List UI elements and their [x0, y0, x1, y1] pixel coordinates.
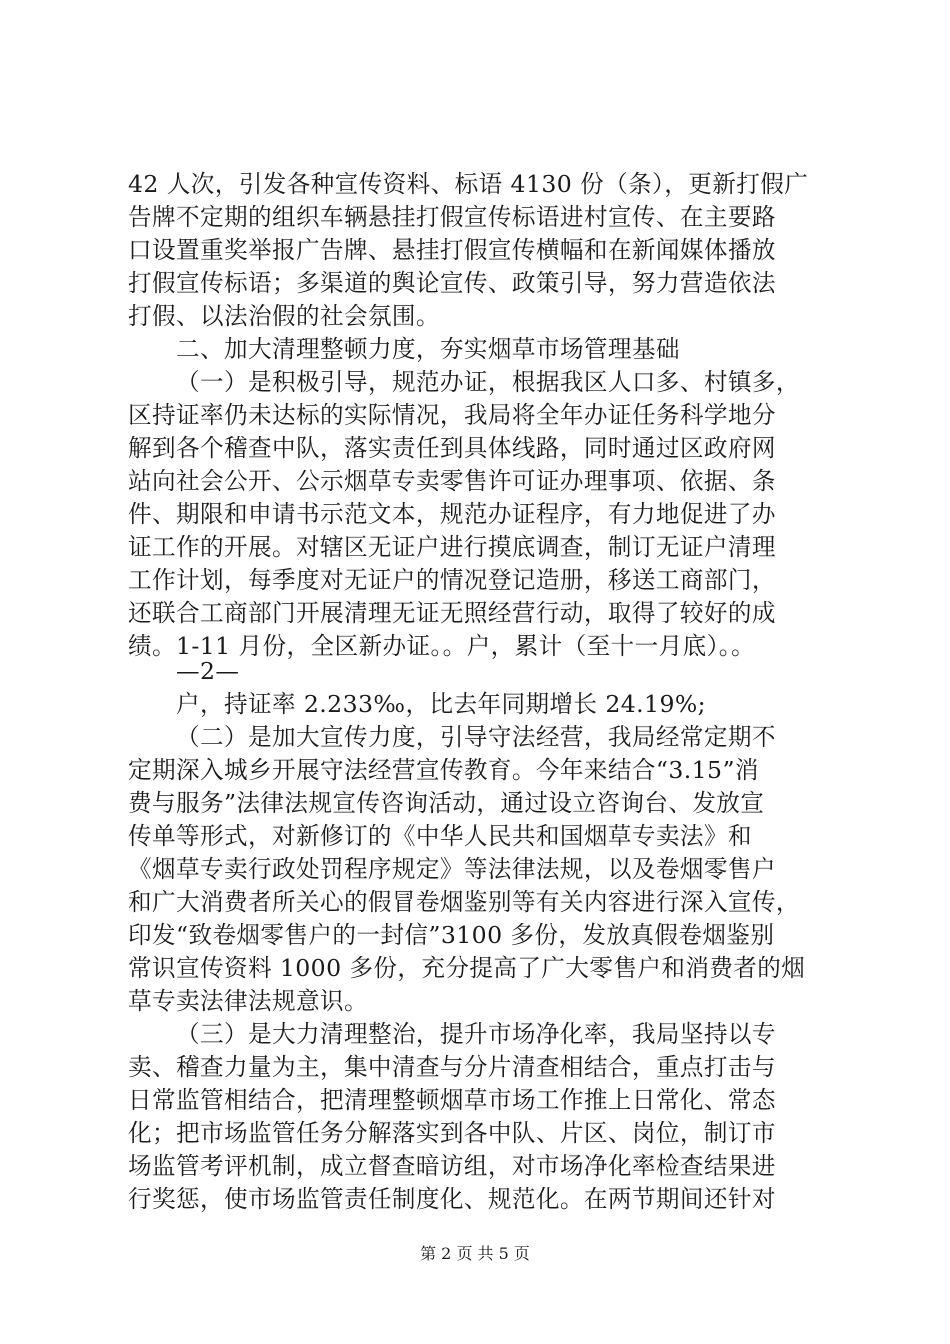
text-line: 草专卖法律法规意识。	[128, 987, 368, 1015]
text-line: 户，持证率 2.233‰，比去年同期增长 24.19%;	[176, 690, 707, 718]
text-line: 42 人次，引发各种宣传资料、标语 4130 份（条），更新打假广	[128, 170, 809, 198]
text-line: 解到各个稽查中队，落实责任到具体线路，同时通过区政府网	[128, 434, 776, 462]
text-line: 场监管考评机制，成立督查暗访组，对市场净化率检查结果进	[128, 1152, 776, 1180]
text-line: （一）是积极引导，规范办证，根据我区人口多、村镇多，	[176, 368, 800, 396]
text-line: 区持证率仍未达标的实际情况，我局将全年办证任务科学地分	[128, 401, 776, 429]
text-line: 定期深入城乡开展守法经营宣传教育。今年来结合“3.15”消	[128, 756, 759, 784]
text-line: 工作计划，每季度对无证户的情况登记造册，移送工商部门，	[128, 566, 776, 594]
text-line: 卖、稽查力量为主，集中清查与分片清查相结合，重点打击与	[128, 1053, 776, 1081]
text-line: 打假宣传标语；多渠道的舆论宣传、政策引导，努力营造依法	[128, 269, 776, 297]
text-line: 绩。1-11 月份，全区新办证。。户，累计（至十一月底）。。	[128, 632, 755, 660]
text-line: 还联合工商部门开展清理无证无照经营行动，取得了较好的成	[128, 599, 776, 627]
text-line: 费与服务”法律法规宣传咨询活动，通过设立咨询台、发放宣	[128, 789, 765, 817]
text-line: 打假、以法治假的社会氛围。	[128, 302, 440, 330]
text-line: 化；把市场监管任务分解落实到各中队、片区、岗位，制订市	[128, 1119, 776, 1147]
paragraph-propaganda	[128, 168, 828, 663]
text-line: 告牌不定期的组织车辆悬挂打假宣传标语进村宣传、在主要路	[128, 203, 776, 231]
text-line: （二）是加大宣传力度，引导守法经营，我局经常定期不	[176, 723, 776, 751]
text-line: 《烟草专卖行政处罚程序规定》等法律法规，以及卷烟零售户	[128, 855, 776, 883]
page-marker-block	[128, 655, 828, 688]
text-line: 件、期限和申请书示范文本，规范办证程序，有力地促进了办	[128, 500, 776, 528]
text-line: 和广大消费者所关心的假冒卷烟鉴别等有关内容进行深入宣传，	[128, 888, 800, 916]
page-marker: —2—	[176, 657, 240, 685]
text-line: 口设置重奖举报广告牌、悬挂打假宣传横幅和在新闻媒体播放	[128, 236, 776, 264]
text-line: （三）是大力清理整治，提升市场净化率，我局坚持以专	[176, 1020, 776, 1048]
text-line: 行奖惩，使市场监管责任制度化、规范化。在两节期间还针对	[128, 1185, 776, 1213]
text-line: 传单等形式，对新修订的《中华人民共和国烟草专卖法》和	[128, 822, 752, 850]
section-heading: 二、加大清理整顿力度，夯实烟草市场管理基础	[176, 335, 680, 363]
paragraph-license	[128, 688, 828, 1216]
text-line: 印发“致卷烟零售户的一封信”3100 多份，发放真假卷烟鉴别	[128, 921, 775, 949]
text-line: 日常监管相结合，把清理整顿烟草市场工作推上日常化、常态	[128, 1086, 776, 1114]
page-footer: 第 2 页 共 5 页	[420, 1244, 530, 1263]
text-line: 站向社会公开、公示烟草专卖零售许可证办理事项、依据、条	[128, 467, 776, 495]
text-line: 证工作的开展。对辖区无证户进行摸底调查，制订无证户清理	[128, 533, 776, 561]
text-line: 常识宣传资料 1000 多份，充分提高了广大零售户和消费者的烟	[128, 954, 806, 982]
